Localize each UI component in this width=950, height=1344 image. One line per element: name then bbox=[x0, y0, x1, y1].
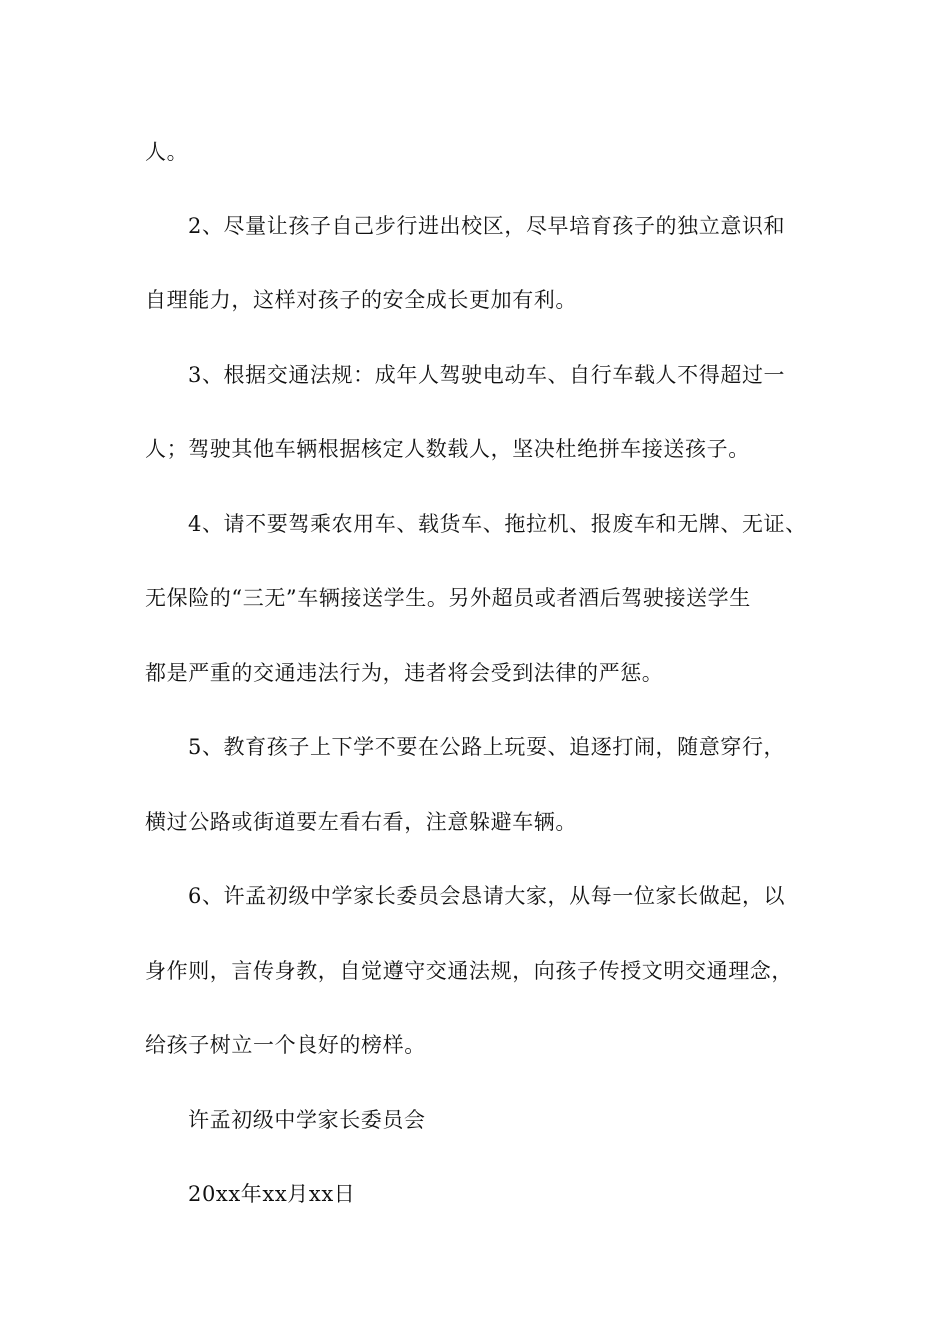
paragraph-line: 4、请不要驾乘农用车、载货车、拖拉机、报废车和无牌、无证、 bbox=[188, 512, 807, 536]
paragraph-line: 无保险的“三无”车辆接送学生。另外超员或者酒后驾驶接送学生 bbox=[145, 586, 751, 610]
paragraph-line: 2、尽量让孩子自己步行进出校区，尽早培育孩子的独立意识和 bbox=[188, 214, 786, 238]
signature-date: 20xx年xx月xx日 bbox=[188, 1182, 356, 1206]
paragraph-line: 都是严重的交通违法行为，违者将会受到法律的严惩。 bbox=[145, 661, 664, 685]
paragraph-line: 自理能力，这样对孩子的安全成长更加有利。 bbox=[145, 288, 577, 312]
paragraph-line: 给孩子树立一个良好的榜样。 bbox=[145, 1033, 426, 1057]
paragraph-line: 身作则，言传身教，自觉遵守交通法规，向孩子传授文明交通理念， bbox=[145, 959, 793, 983]
signature-organization: 许孟初级中学家长委员会 bbox=[188, 1108, 426, 1132]
paragraph-line: 人。 bbox=[145, 140, 189, 164]
paragraph-line: 5、教育孩子上下学不要在公路上玩耍、追逐打闹，随意穿行， bbox=[188, 735, 786, 759]
paragraph-line: 6、许孟初级中学家长委员会恳请大家，从每一位家长做起，以 bbox=[188, 884, 786, 908]
paragraph-line: 人；驾驶其他车辆根据核定人数载人，坚决杜绝拼车接送孩子。 bbox=[145, 437, 750, 461]
paragraph-line: 横过公路或街道要左看右看，注意躲避车辆。 bbox=[145, 810, 577, 834]
paragraph-line: 3、根据交通法规：成年人驾驶电动车、自行车载人不得超过一 bbox=[188, 363, 786, 387]
